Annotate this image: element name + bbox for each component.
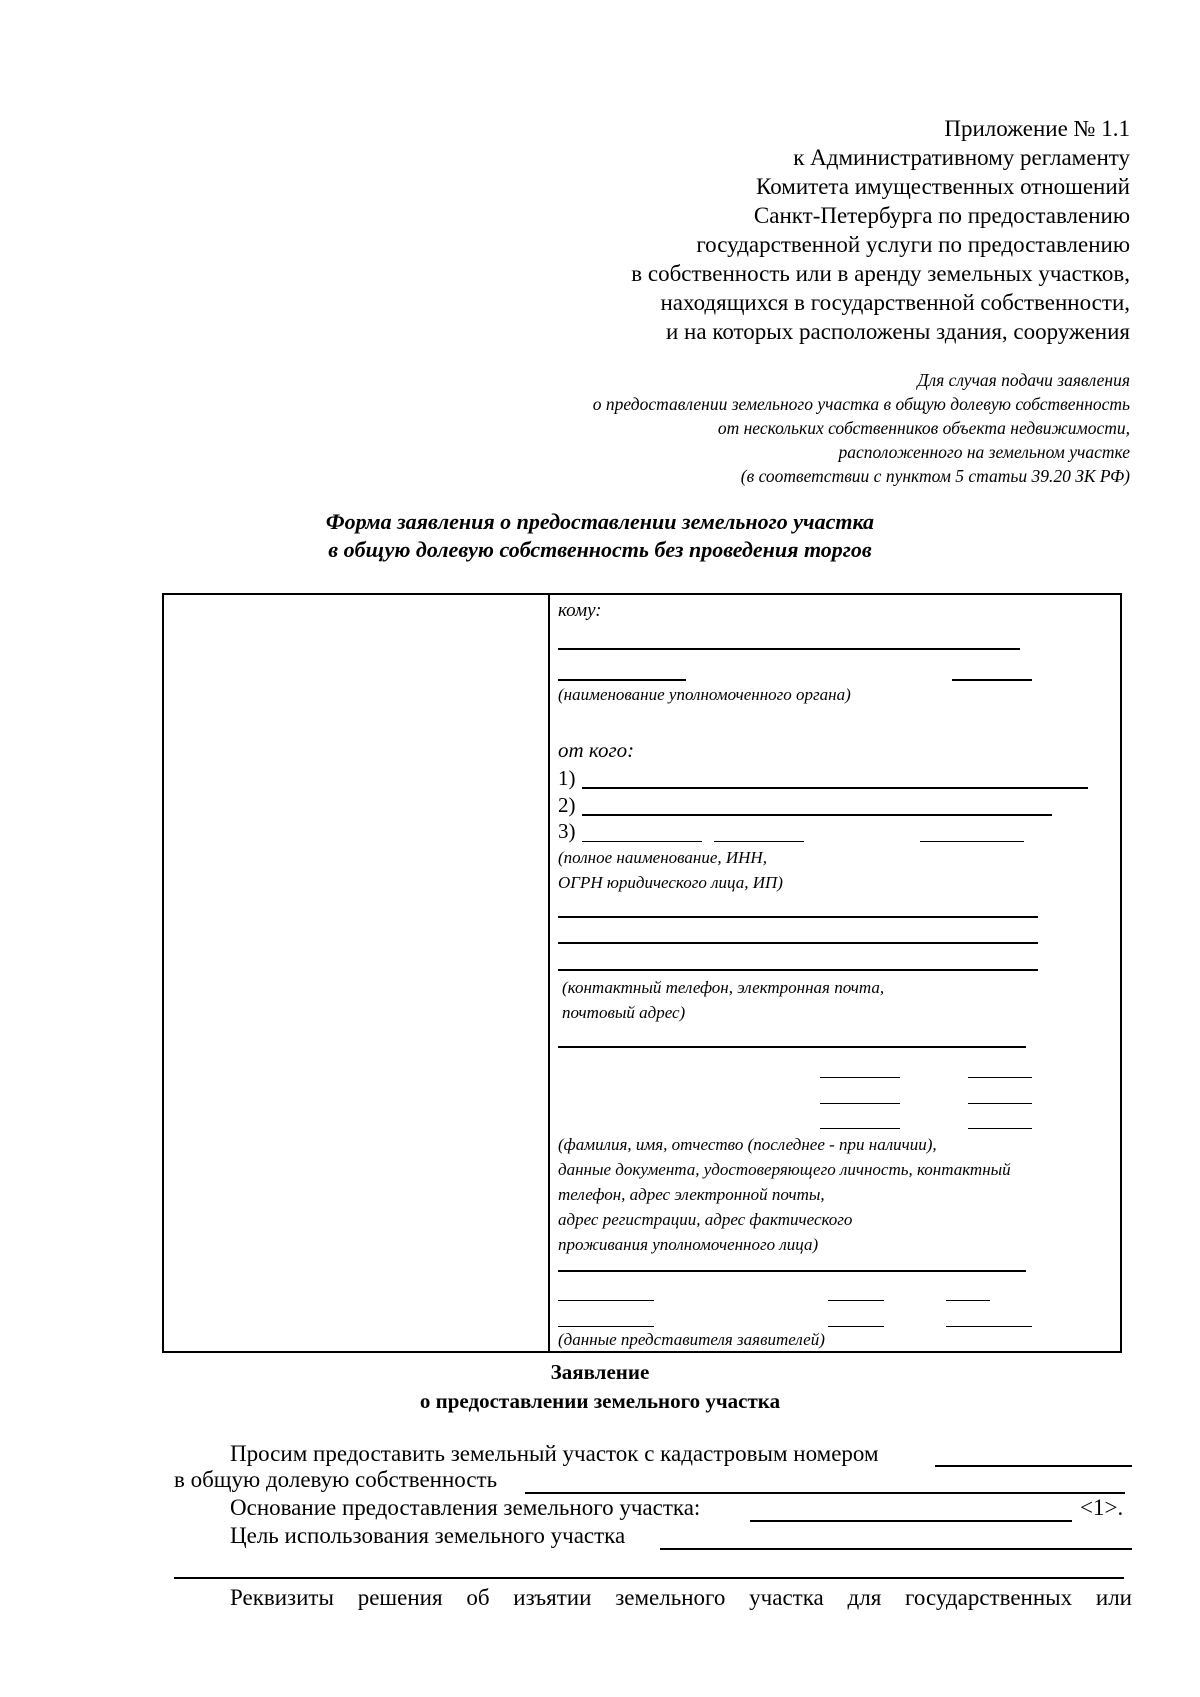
applicant-number: 2) [558, 793, 576, 817]
from-label: от кого: [558, 738, 635, 762]
statement-title-line: о предоставлении земельного участка [419, 1389, 781, 1413]
word: решения [357, 1585, 443, 1610]
person-line[interactable] [558, 1046, 1026, 1048]
person-hint [558, 1132, 1011, 1257]
request-paragraph: Просим предоставить земельный участок с кадастровым номером [230, 1441, 879, 1466]
applicant-3-line[interactable] [714, 841, 804, 842]
word: государственных [905, 1585, 1073, 1610]
appendix-header [560, 114, 1130, 346]
word: для [847, 1585, 882, 1610]
representative-line-short[interactable] [946, 1326, 1032, 1327]
representative-hint: (данные представителя заявителей) [558, 1330, 825, 1349]
person-line-short[interactable] [968, 1077, 1032, 1078]
person-hint-line: проживания уполномоченного лица) [558, 1235, 819, 1254]
recipient-line[interactable] [558, 648, 1020, 650]
word: Реквизиты [230, 1585, 334, 1610]
representative-line-short[interactable] [828, 1326, 884, 1327]
statement-title-line: Заявление [550, 1360, 650, 1384]
applicant-number: 1) [558, 766, 576, 790]
appendix-line: в собственность или в аренду земельных участков, [631, 261, 1130, 286]
form-title [250, 508, 950, 564]
word: изъятии [513, 1585, 592, 1610]
representative-line-short[interactable] [828, 1300, 884, 1301]
contact-line[interactable] [558, 916, 1038, 918]
word: участка [749, 1585, 824, 1610]
person-line-short[interactable] [820, 1128, 900, 1129]
appendix-line: к Административному регламенту [793, 145, 1130, 170]
person-hint-line: данные документа, удостоверяющего личность, контактный [558, 1160, 1011, 1179]
appendix-line: Санкт-Петербурга по предоставлению [753, 203, 1130, 228]
person-line-short[interactable] [968, 1103, 1032, 1104]
footnote-ref: <1>. [1080, 1495, 1124, 1520]
contact-hint-line: (контактный телефон, электронная почта, [562, 978, 885, 997]
recipient-line-short[interactable] [952, 679, 1032, 681]
org-hint [558, 845, 783, 895]
person-line-short[interactable] [968, 1128, 1032, 1129]
applicant-2-line[interactable] [582, 814, 1052, 816]
authority-hint: (наименование уполномоченного органа) [558, 685, 851, 704]
table-column-divider [548, 593, 550, 1353]
note-line: (в соответствии с пунктом 5 статьи 39.20 ЗК РФ) [740, 466, 1130, 486]
purpose-paragraph: Цель использования земельного участка [230, 1523, 626, 1548]
representative-line-short[interactable] [946, 1300, 990, 1301]
applicant-3-line[interactable] [582, 841, 702, 842]
purpose-field[interactable] [660, 1548, 1132, 1550]
appendix-line: Комитета имущественных отношений [756, 174, 1130, 199]
to-label: кому: [558, 600, 602, 621]
applicant-1-line[interactable] [582, 787, 1088, 789]
basis-field[interactable] [750, 1520, 1072, 1522]
applicability-note [450, 368, 1130, 488]
purpose-field-continued[interactable] [174, 1577, 1124, 1579]
applicant-number: 3) [558, 819, 576, 843]
word: земельного [615, 1585, 726, 1610]
org-hint-line: (полное наименование, ИНН, [558, 848, 767, 867]
contact-hint [562, 975, 884, 1025]
person-hint-line: (фамилия, имя, отчество (последнее - при наличии), [558, 1135, 937, 1154]
applicant-3-line[interactable] [920, 841, 1024, 842]
contact-line[interactable] [558, 942, 1038, 944]
appendix-line: и на которых расположены здания, сооружения [666, 319, 1130, 344]
recipient-line-short[interactable] [558, 679, 686, 681]
word: или [1095, 1585, 1132, 1610]
appendix-line: находящихся в государственной собственности, [660, 290, 1130, 315]
contact-hint-line: почтовый адрес) [562, 1003, 686, 1022]
appendix-line: Приложение № 1.1 [944, 116, 1130, 141]
representative-line-short[interactable] [558, 1300, 654, 1301]
person-line-short[interactable] [820, 1077, 900, 1078]
appendix-line: государственной услуги по предоставлению [696, 232, 1130, 257]
org-hint-line: ОГРН юридического лица, ИП) [558, 873, 783, 892]
note-line: о предоставлении земельного участка в общую долевую собственность [592, 394, 1130, 414]
representative-line[interactable] [558, 1270, 1026, 1272]
form-title-line: Форма заявления о предоставлении земельного участка [325, 509, 875, 534]
form-title-line: в общую долевую собственность без проведения торгов [328, 537, 872, 562]
cadastral-number-field[interactable] [935, 1465, 1132, 1467]
ownership-paragraph: в общую долевую собственность [174, 1467, 498, 1492]
person-line-short[interactable] [820, 1103, 900, 1104]
note-line: Для случая подачи заявления [917, 370, 1130, 390]
note-line: от нескольких собственников объекта недвижимости, [717, 418, 1130, 438]
contact-line[interactable] [558, 969, 1038, 971]
word: об [466, 1585, 490, 1610]
basis-paragraph: Основание предоставления земельного участка: [230, 1495, 701, 1520]
person-hint-line: телефон, адрес электронной почты, [558, 1185, 825, 1204]
person-hint-line: адрес регистрации, адрес фактического [558, 1210, 853, 1229]
statement-title [300, 1358, 900, 1416]
note-line: расположенного на земельном участке [838, 442, 1130, 462]
requisites-paragraph [230, 1584, 1132, 1612]
